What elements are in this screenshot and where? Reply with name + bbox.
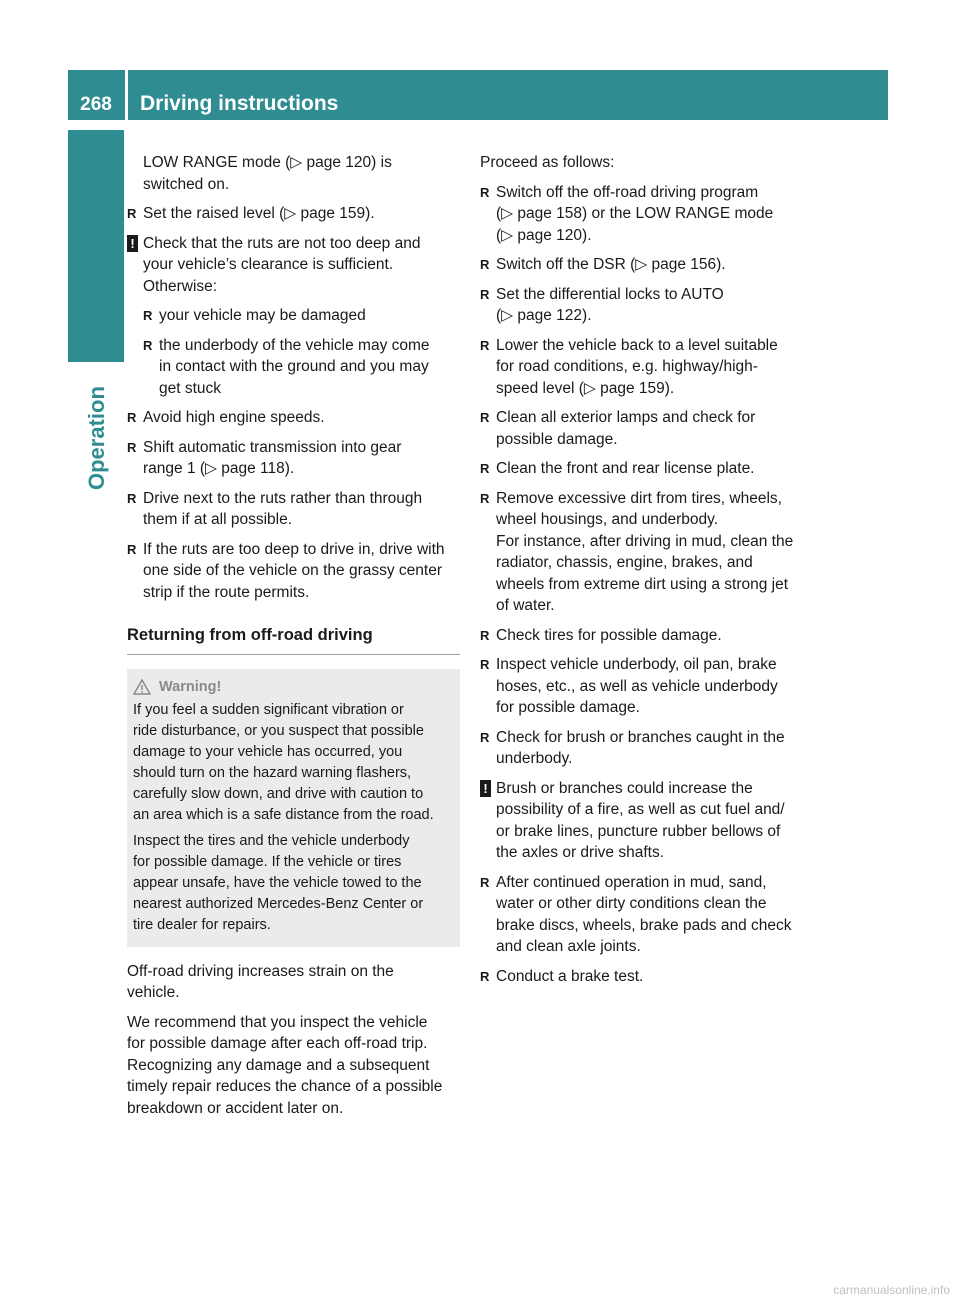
text-line: appear unsafe, have the vehicle towed to the <box>133 874 422 891</box>
warning-paragraph <box>133 831 454 936</box>
text-line: tire dealer for repairs. <box>133 916 271 933</box>
text-line: hoses, etc., as well as vehicle underbody <box>496 677 778 695</box>
text-line: them if at all possible. <box>143 511 293 528</box>
warning-title <box>133 677 454 698</box>
bullet-text <box>143 409 325 426</box>
bullet-text <box>496 968 643 985</box>
bullet-item <box>480 254 813 276</box>
text-line: Inspect vehicle underbody, oil pan, brake <box>496 656 777 673</box>
text-line: Check that the ruts are not too deep and <box>143 234 421 252</box>
text-line: switched on. <box>143 175 230 193</box>
bullet-item <box>127 407 460 429</box>
bullet-item <box>127 488 460 531</box>
text-line: Conduct a brake test. <box>496 967 644 985</box>
text-line: ride disturbance, or you suspect that possible <box>133 722 424 739</box>
text-line: should turn on the hazard warning flashers, <box>133 764 412 781</box>
warning-triangle-icon <box>133 679 151 695</box>
text-line: Check for brush or branches caught in the <box>496 728 785 746</box>
text-line: Drive next to the ruts rather than through <box>143 489 423 507</box>
left-column <box>127 152 460 1127</box>
bullet-marker: R <box>480 874 490 890</box>
bullet-marker: R <box>480 729 490 745</box>
bullet-marker: R <box>480 461 490 476</box>
text-line: Otherwise: <box>143 277 218 295</box>
bullet-marker: R <box>480 410 490 425</box>
bullet-item <box>480 458 813 480</box>
text-line: your vehicle’s clearance is sufficient. <box>143 256 394 273</box>
text-line: Recognizing any damage and a subsequent <box>127 1056 430 1074</box>
bullet-item <box>480 182 813 247</box>
bullet-marker: R <box>127 206 137 221</box>
text-line: Remove excessive dirt from tires, wheels, <box>496 489 782 507</box>
text-line: vehicle. <box>127 984 180 1001</box>
text-line: speed level (▷ page 159). <box>496 379 675 397</box>
bullet-text <box>159 337 430 397</box>
bullet-text <box>496 409 755 448</box>
text-line: for road conditions, e.g. highway/high- <box>496 358 758 375</box>
text-line: If the ruts are too deep to drive in, drive with <box>143 540 445 558</box>
page-number: 268 <box>80 94 112 115</box>
text-line: Switch off the off-road driving program <box>496 183 759 201</box>
bullet-text <box>143 490 422 529</box>
text-line: strip if the route permits. <box>143 583 310 601</box>
bullet-text <box>496 490 793 615</box>
bullet-item <box>127 203 460 225</box>
text-line: timely repair reduces the chance of a possible <box>127 1078 443 1095</box>
text-line: Clean the front and rear license plate. <box>496 460 755 477</box>
watermark: carmanualsonline.info <box>833 1283 950 1297</box>
text-line: the underbody of the vehicle may come <box>159 336 430 354</box>
bullet-marker: R <box>480 490 490 506</box>
bullet-item <box>127 305 460 327</box>
right-column <box>480 152 813 995</box>
text-line: one side of the vehicle on the grassy center <box>143 562 442 579</box>
body-paragraph <box>127 961 460 1004</box>
bullet-item <box>480 625 813 647</box>
text-line: Check tires for possible damage. <box>496 626 722 644</box>
text-line: For instance, after driving in mud, clean the <box>496 532 794 550</box>
text-line: (▷ page 158) or the LOW RANGE mode <box>496 205 774 222</box>
text-line: (▷ page 122). <box>496 307 592 324</box>
bullet-text <box>496 184 773 244</box>
bullet-marker: R <box>143 308 153 323</box>
bullet-text <box>496 627 722 644</box>
bullet-item <box>127 437 460 480</box>
text-line: carefully slow down, and drive with caution to <box>133 785 424 802</box>
bullet-marker: R <box>480 184 490 200</box>
text-line: in contact with the ground and you may <box>159 358 429 375</box>
text-line: for possible damage. If the vehicle or tires <box>133 853 402 870</box>
note-icon: ! <box>127 235 138 252</box>
text-line: Lower the vehicle back to a level suitable <box>496 336 778 354</box>
text-line: LOW RANGE mode (▷ page 120) is <box>143 154 392 171</box>
text-line: water or other dirty conditions clean the <box>496 895 767 912</box>
text-line: Clean all exterior lamps and check for <box>496 409 756 426</box>
bullet-text <box>496 337 778 397</box>
text-line: Switch off the DSR (▷ page 156). <box>496 256 726 273</box>
text-line: for possible damage. <box>496 699 640 716</box>
text-line: breakdown or accident later on. <box>127 1099 344 1117</box>
bullet-marker: R <box>127 541 137 557</box>
bullet-item <box>480 284 813 327</box>
text-line: brake discs, wheels, brake pads and check <box>496 916 792 934</box>
bullet-marker: R <box>480 286 490 302</box>
body-paragraph <box>127 1012 460 1120</box>
header-divider <box>125 70 128 120</box>
text-line: possibility of a fire, as well as cut fuel and/ <box>496 801 785 818</box>
text-line: possible damage. <box>496 430 618 448</box>
text-line: an area which is a safe distance from the road. <box>133 806 434 823</box>
bullet-item <box>480 654 813 719</box>
note-text <box>496 780 785 862</box>
text-line: Inspect the tires and the vehicle underbody <box>133 832 410 849</box>
bullet-text <box>496 729 785 768</box>
bullet-item <box>480 872 813 958</box>
bullet-marker: R <box>480 257 490 272</box>
bullet-marker: R <box>480 968 490 984</box>
text-line: Set the differential locks to AUTO <box>496 285 724 303</box>
bullet-marker: R <box>127 490 137 506</box>
bullet-item <box>127 335 460 400</box>
sidebar-label: Operation <box>84 386 109 490</box>
text-line: range 1 (▷ page 118). <box>143 460 295 477</box>
bullet-text <box>496 286 724 325</box>
bullet-item <box>127 539 460 604</box>
text-line: and clean axle joints. <box>496 938 641 955</box>
intro-text: Proceed as follows: <box>480 154 615 171</box>
bullet-text: Set the raised level (▷ page 159). <box>143 205 375 222</box>
bullet-item <box>480 488 813 617</box>
text-line: We recommend that you inspect the vehicle <box>127 1013 428 1031</box>
bullet-marker: R <box>143 337 153 353</box>
bullet-text <box>496 656 778 716</box>
text-line: wheels from extreme dirt using a strong jet <box>496 575 789 593</box>
note-text <box>143 235 420 295</box>
note-item <box>480 778 813 864</box>
text-line: the axles or drive shafts. <box>496 844 664 861</box>
bullet-text <box>143 439 401 478</box>
bullet-marker: R <box>480 337 490 353</box>
text-line: Shift automatic transmission into gear <box>143 438 402 456</box>
section-heading: Returning from off-road driving <box>127 625 460 655</box>
text-line: radiator, chassis, engine, brakes, and <box>496 554 753 571</box>
bullet-marker: R <box>480 627 490 643</box>
text-line: or brake lines, puncture rubber bellows of <box>496 822 781 840</box>
bullet-marker: R <box>480 657 490 672</box>
warning-title-text: Warning! <box>159 678 222 695</box>
bullet-text <box>159 307 366 324</box>
intro-text <box>127 152 460 195</box>
text-line: nearest authorized Mercedes-Benz Center or <box>133 895 424 912</box>
text-line: (▷ page 120). <box>496 226 592 244</box>
note-item <box>127 233 460 298</box>
bullet-text <box>496 460 755 477</box>
text-line: Off-road driving increases strain on the <box>127 962 394 980</box>
bullet-item <box>480 407 813 450</box>
text-line: of water. <box>496 597 555 614</box>
text-line: for possible damage after each off-road trip. <box>127 1035 428 1052</box>
text-line: underbody. <box>496 750 573 767</box>
bullet-item <box>480 727 813 770</box>
text-line: your vehicle may be damaged <box>159 307 366 324</box>
page-title: Driving instructions <box>140 92 339 115</box>
warning-paragraph <box>133 700 454 826</box>
bullet-item <box>480 966 813 988</box>
bullet-text <box>496 256 726 273</box>
text-line: If you feel a sudden significant vibration or <box>133 701 404 718</box>
sidebar-tab <box>68 130 124 362</box>
warning-box <box>127 669 460 947</box>
bullet-item <box>480 335 813 400</box>
text-line: Avoid high engine speeds. <box>143 409 325 426</box>
bullet-text <box>496 874 792 956</box>
bullet-marker: R <box>127 439 137 455</box>
text-line: After continued operation in mud, sand, <box>496 873 767 891</box>
text-line: wheel housings, and underbody. <box>496 511 719 528</box>
text-line: get stuck <box>159 379 222 397</box>
bullet-text <box>143 541 445 601</box>
note-icon: ! <box>480 780 491 797</box>
bullet-marker: R <box>127 410 137 425</box>
text-line: Brush or branches could increase the <box>496 779 753 797</box>
text-line: damage to your vehicle has occurred, you <box>133 743 403 760</box>
